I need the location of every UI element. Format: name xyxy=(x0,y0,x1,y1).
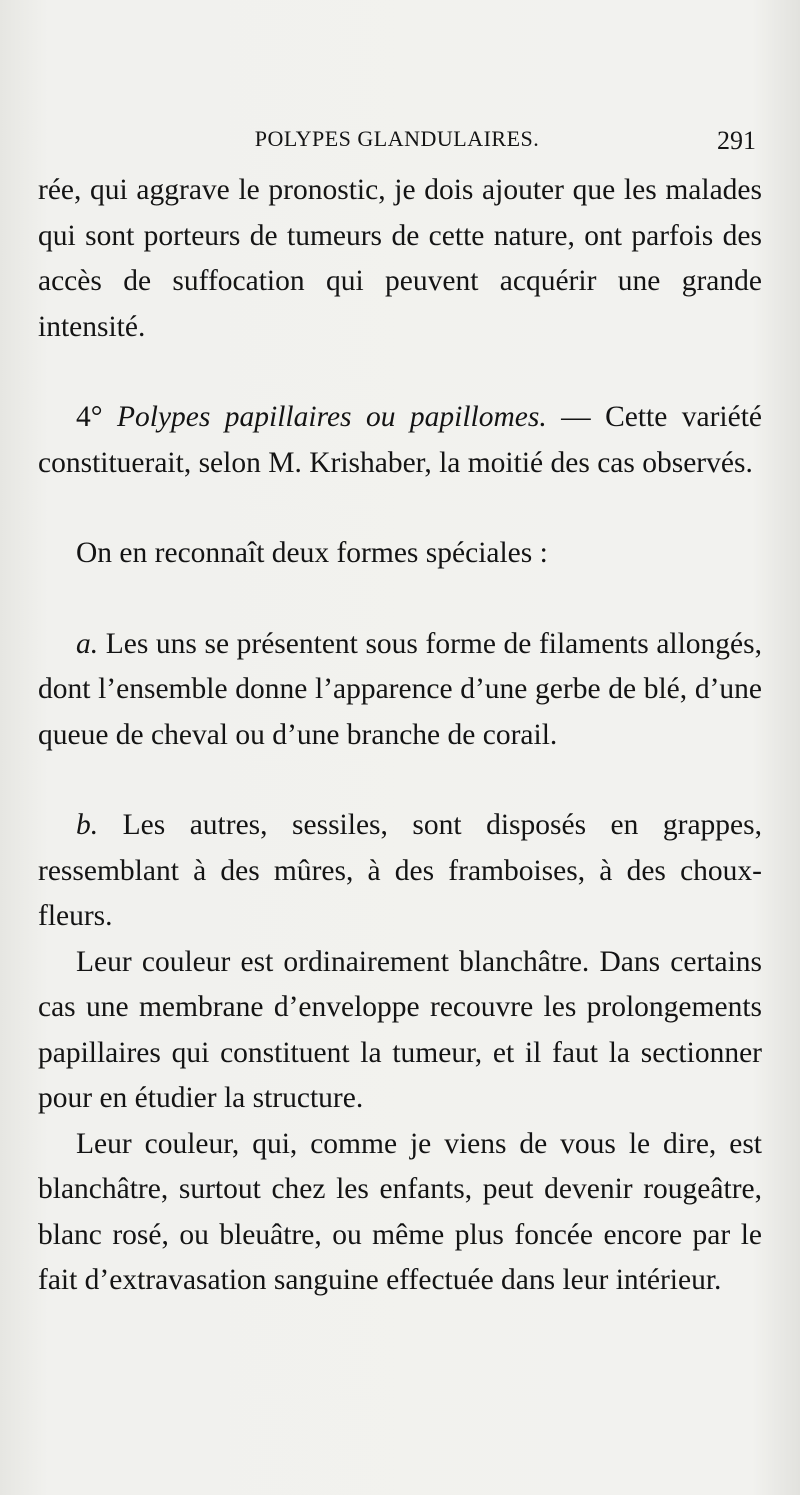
paragraph-forms-intro xyxy=(38,531,762,577)
list-label-b: b. xyxy=(76,809,99,841)
paragraph-text: rée, qui aggrave le pronostic, je dois ajouter que les malades qui sont porteurs de tumeurs de cette nature, ont parfois des accès de suffocation qui peuvent acquérir une grande intensité. xyxy=(38,174,762,343)
page-number: 291 xyxy=(717,126,756,155)
paragraph-text: — Cette variété constituerait, selon M. Krishaber, la moitié des cas observés. xyxy=(38,401,762,479)
paragraph-text: Leur couleur, qui, comme je viens de vous le dire, est blanchâtre, surtout chez les enfants, peut devenir rougeâtre, blanc rosé, ou bleuâtre, ou même plus foncée encore par le fait d’extravasation sanguine effectuée dans leur intérieur. xyxy=(38,1127,762,1296)
paragraph-text: Les autres, sessiles, sont disposés en grappes, ressemblant à des mûres, à des framboises, à des choux-fleurs. xyxy=(38,809,762,932)
paragraph-continuation xyxy=(38,168,762,350)
section-title: Polypes papillaires ou papillomes. xyxy=(116,401,547,433)
body-text xyxy=(38,168,762,1304)
paragraph-form-a xyxy=(38,622,762,759)
paragraph-colour-2 xyxy=(38,1122,762,1304)
paragraph-form-b xyxy=(38,803,762,940)
paragraph-text: Les uns se présentent sous forme de filaments allongés, dont l’ensemble donne l’apparence d’une gerbe de blé, d’une queue de cheval ou d’une branche de corail. xyxy=(38,627,763,751)
paragraph-colour-1 xyxy=(38,940,762,1122)
paragraph-section-4 xyxy=(38,395,762,486)
list-label-a: a. xyxy=(76,627,99,660)
running-head: POLYPES GLANDULAIRES. xyxy=(254,126,540,151)
paragraph-text: Leur couleur est ordinairement blanchâtre. Dans certains cas une membrane d’enveloppe recouvre les prolongements papillaires qui constituent la tumeur, et il faut la sectionner pour en étudier la structure. xyxy=(38,945,762,1114)
section-number: 4° xyxy=(76,401,103,433)
page-header xyxy=(38,122,756,162)
paragraph-text: On en reconnaît deux formes spéciales : xyxy=(76,537,548,569)
